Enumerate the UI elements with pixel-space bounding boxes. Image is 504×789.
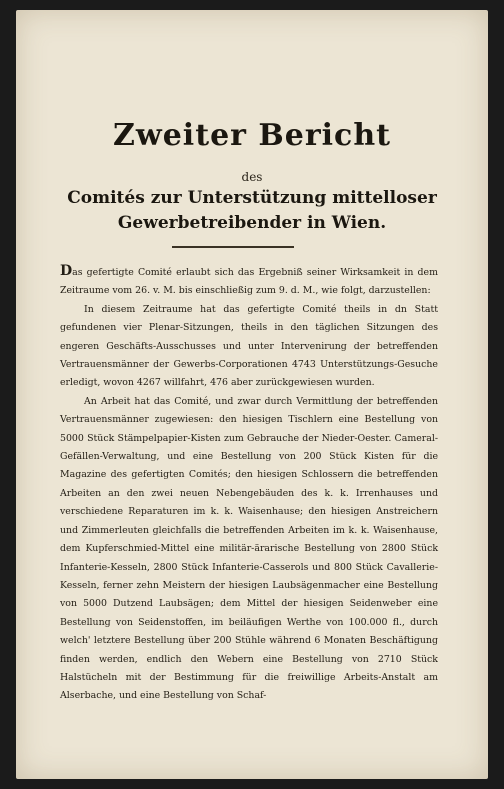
document-subtitle	[46, 186, 458, 236]
paragraph-1	[60, 262, 438, 301]
paragraph-1-initial: D	[60, 263, 73, 279]
document-des: des	[241, 170, 263, 184]
paragraph-1-text: as gefertigte Comité erlaubt sich das Ergebniß seiner Wirksamkeit in dem Zeitraume vom 26. v. M. bis einschließig zum 9. d. M., wie folgt, darzustellen:	[60, 267, 438, 297]
paragraph-2: In diesem Zeitraume hat das gefertigte Comité theils in dn Statt gefundenen vier Plenar-Sitzungen, theils in den täglichen Sitzungen des engeren Geschäfts-Ausschusses und unter Intervenirung der betreffenden Vertrauensmänner der Gewerbs-Corporationen 4743 Unterstützungs-Gesuche erledigt, wovon 4267 willfahrt, 476 aber zurückgewiesen wurden.	[60, 303, 438, 389]
title-divider	[172, 246, 294, 248]
document-page	[16, 10, 488, 779]
document-body	[60, 262, 438, 706]
subtitle-line-1: Comités zur Unterstützung mittelloser	[67, 188, 437, 208]
document-title: Zweiter Bericht	[113, 118, 391, 153]
paragraph-3: An Arbeit hat das Comité, und zwar durch Vermittlung der betreffenden Vertrauensmänner zugewiesen: den hiesigen Tischlern eine Bestellung von 5000 Stück Stämpelpapier-Kisten zum Gebrauche der Nieder-Oester. Cameral-Gefällen-Verwaltung, und eine Bestellung von 200 Stück Kisten für die Magazine des gefertigten Comités; den hiesigen Schlossern die betreffenden Arbeiten an den zwei neuen Nebengebäuden des k. k. Irrenhauses und verschiedene Reparaturen im k. k. Waisenhause; den hiesigen Anstreichern und Zimmerleuten gleichfalls die betreffenden Arbeiten im k. k. Waisenhause, dem Kupferschmied-Mittel eine militär-ärarische Bestellung von 2800 Stück Infanterie-Kesseln, 2800 Stück Infanterie-Casserols und 800 Stück Cavallerie-Kesseln, ferner zehn Meistern der hiesigen Laubsägenmacher eine Bestellung von 5000 Dutzend Laubsägen; dem Mittel der hiesigen Seidenweber eine Bestellung von Seidenstoffen, im beiläufigen Werthe von 100.000 fl., durch welch' letztere Bestellung über 200 Stühle während 6 Monaten Beschäftigung finden werden, endlich den Webern eine Bestellung von 2710 Stück Halstücheln mit der Bestimmung für die freiwillige Arbeits-Anstalt am Alserbache, und eine Bestellung von Schaf-	[60, 395, 438, 702]
subtitle-line-2: Gewerbetreibender in Wien.	[117, 213, 387, 233]
